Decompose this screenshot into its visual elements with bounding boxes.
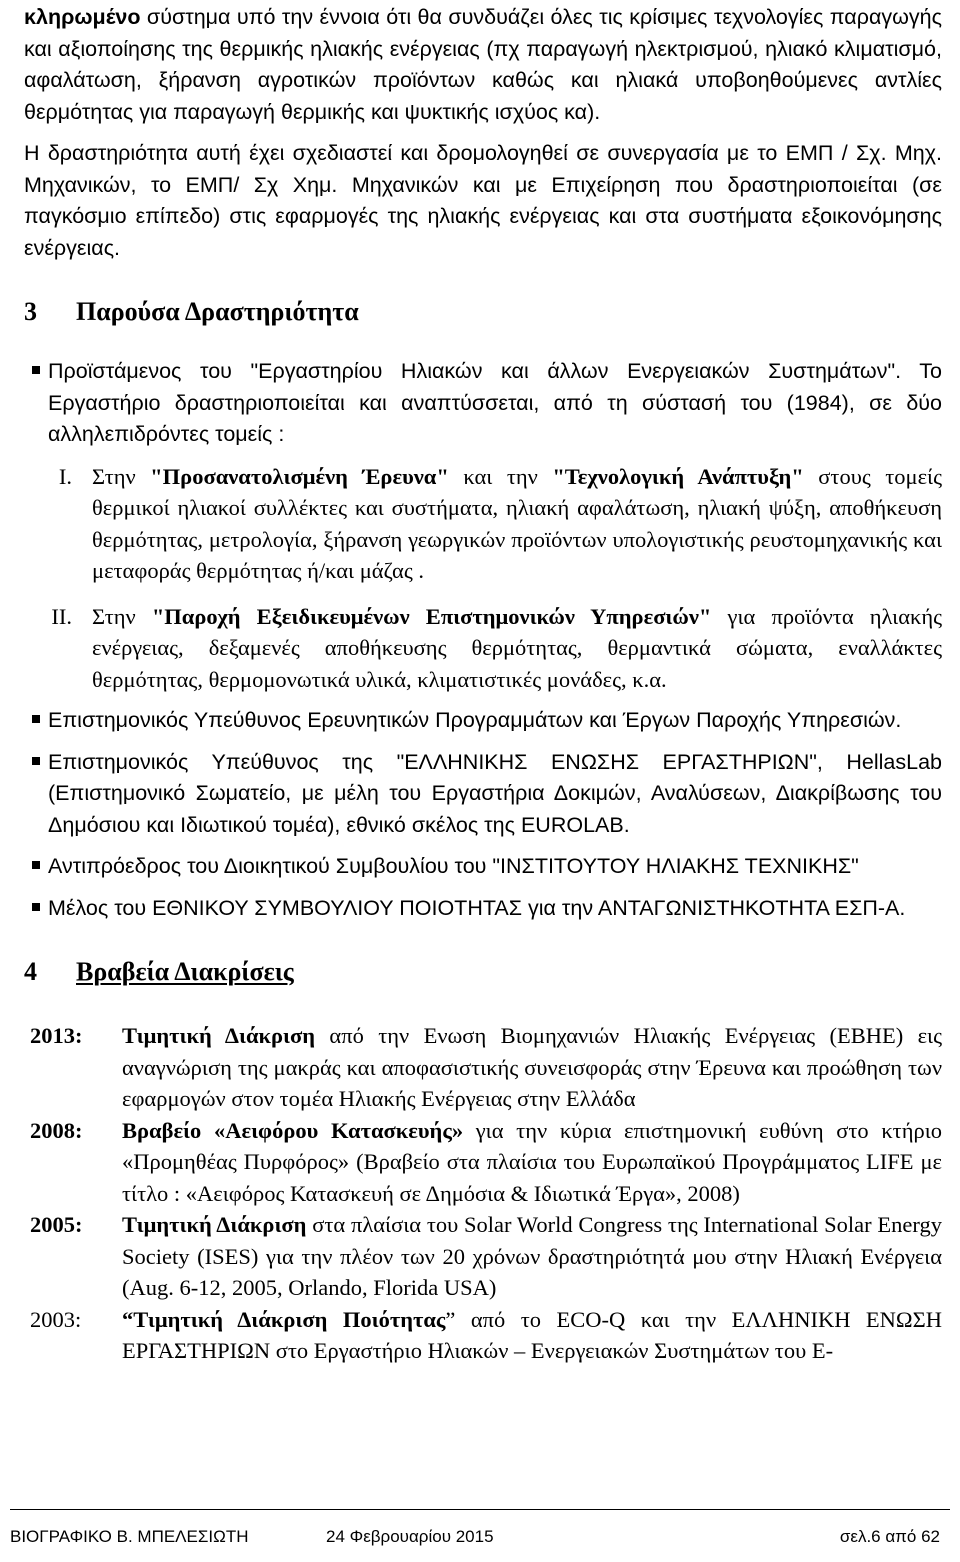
section-3-bullet-list (24, 356, 942, 451)
bullet-item-lab-head (24, 356, 942, 451)
bullet-text: Μέλος του ΕΘΝΙΚΟΥ ΣΥΜΒΟΥΛΙΟΥ ΠΟΙΟΤΗΤΑΣ για την ΑΝΤΑΓΩΝΙΣΤΗΚΟΤΗΤΑ ΕΣΠ-Α. (48, 895, 906, 920)
footer-date: 24 Φεβρουαρίου 2015 (326, 1527, 494, 1546)
page-footer (10, 1509, 950, 1562)
bullet-item-hellaslab (24, 747, 942, 842)
footer-document-title: ΒΙΟΓΡΑΦΙΚΟ Β. ΜΠΕΛΕΣΙΩΤΗ (10, 1527, 249, 1546)
roman-text-mid: και την (448, 463, 553, 489)
section-4-number: 4 (24, 957, 37, 986)
square-bullet-icon (32, 861, 40, 869)
award-text (122, 1209, 942, 1304)
footer-page-number: σελ.6 από 62 (839, 1527, 940, 1546)
intro-paragraph-2: Η δραστηριότητα αυτή έχει σχεδιαστεί και δρομολογηθεί σε συνεργασία με το ΕΜΠ / Σχ. Μηχ. Μηχανικών, το ΕΜΠ/ Σχ Χημ. Μηχανικών και με Επιχείρηση που δραστηριοποιείται (σε παγκόσμιο επίπεδο) στις εφαρμογές της ηλιακής ενέργειας και στα συστήματα εξοικονόμησης ενέργειας. (24, 141, 942, 260)
award-entry-2003 (24, 1304, 942, 1367)
bullet-text: Επιστημονικός Υπεύθυνος Ερευνητικών Προγραμμάτων και Έργων Παροχής Υπηρεσιών. (48, 708, 902, 732)
roman-text-post: για προϊόντα ηλιακής ενέργειας, δεξαμενές αποθήκευσης θερμότητας, θερμαντικά σώματα, εναλλάκτες θερμότητας, θερμομονωτικά υλικά, κλιματιστικές μονάδες, κ.α. (92, 603, 943, 692)
roman-list (24, 461, 942, 696)
section-3-number: 3 (24, 297, 37, 326)
award-entry-2013 (24, 1020, 942, 1115)
award-title: Βραβείο «Αειφόρου Κατασκευής» (122, 1117, 464, 1143)
award-entry-2008 (24, 1115, 942, 1210)
award-text (122, 1304, 942, 1367)
award-title: Τιμητική Διάκριση Ποιότητας (133, 1306, 446, 1332)
intro-text (24, 0, 942, 264)
section-3-bullet-list-continued (24, 705, 942, 924)
intro-paragraph-1-text: σύστημα υπό την έννοια ότι θα συνδυάζει όλες τις κρίσιμες τεχνολογίες παραγωγής και αξιοποίησης της θερμικής ηλιακής ενέργειας (πχ παραγωγή ηλεκτρισμού, ηλιακό κλιματισμό, αφαλάτωση, ξήρανση αγροτικών προϊόντων καθώς και ηλιακά υποβοηθούμενες αντλίες θερμότητας για παραγωγή θερμικής και ψυκτικής ισχύος κα). (24, 5, 942, 124)
square-bullet-icon (32, 366, 40, 374)
section-4-title: Βραβεία Διακρίσεις (76, 957, 294, 986)
roman-text-bold: "Προσανατολισμένη Έρευνα" (150, 463, 449, 489)
award-year: 2013: (30, 1023, 83, 1048)
award-title: Τιμητική Διάκριση (122, 1212, 307, 1237)
award-year: 2005: (30, 1212, 83, 1237)
bullet-text: Προϊστάμενος του "Εργαστηρίου Ηλιακών και άλλων Ενεργειακών Συστημάτων". Το Εργαστήριο δραστηριοποιείται και αναπτύσσεται, από τη σύστασή του (1984), σε δύο αλληλεπιδρόντες τομείς : (48, 359, 942, 446)
award-year: 2008: (30, 1117, 83, 1143)
square-bullet-icon (32, 903, 40, 911)
square-bullet-icon (32, 715, 40, 723)
square-bullet-icon (32, 757, 40, 765)
roman-numeral: II. (51, 603, 72, 629)
roman-text-bold: "Παροχή Εξειδικευμένων Επιστημονικών Υπηρεσιών" (151, 603, 712, 629)
roman-numeral: I. (58, 463, 72, 489)
bullet-item-scientific-lead (24, 705, 942, 737)
award-description: για την κύρια επιστημονική ευθύνη στο κτήριο «Προμηθέας Πυρφόρος» (Βραβείο στα πλαίσια του Ευρωπαϊκού Προγράμματος LIFE με τίτλο : «Αειφόρος Κατασκευή σε Δημόσια & Ιδιωτικά Έργα», 2008) (122, 1117, 942, 1206)
roman-item-text (92, 461, 942, 587)
bullet-item-quality-council (24, 893, 942, 925)
bullet-item-vice-president (24, 851, 942, 883)
roman-text-pre: Στην (92, 463, 151, 489)
roman-item-text (92, 601, 942, 696)
roman-text-post: στους τομείς θερμικοί ηλιακοί συλλέκτες και συστήματα, ηλιακή αφαλάτωση, ηλιακή ψύξη, αποθήκευση θερμότητας, μετρολογία, ξήρανση γεωργικών προϊόντων υπολογιστικής ρευστομηχανικής και μεταφοράς θερμότητας ή/και μάζας . (92, 463, 943, 583)
roman-item-1 (24, 461, 942, 587)
award-entry-2005 (24, 1209, 942, 1304)
section-3-title: Παρούσα Δραστηριότητα (76, 297, 359, 326)
award-text-pre: “ (122, 1306, 134, 1332)
award-description: ” από το ECO-Q και την ΕΛΛΗΝΙΚΗ ΕΝΩΣΗ ΕΡΓΑΣΤΗΡΙΩΝ στο Εργαστήριο Ηλιακών – Ενεργειακών Συστημάτων του Ε- (122, 1306, 942, 1363)
bullet-text: Αντιπρόεδρος του Διοικητικού Συμβουλίου του "ΙΝΣΤΙΤΟΥΤΟΥ ΗΛΙΑΚΗΣ ΤΕΧΝΙΚΗΣ" (48, 854, 859, 878)
section-3-heading (24, 296, 942, 328)
roman-item-2 (24, 601, 942, 696)
bullet-text: Επιστημονικός Υπεύθυνος της "ΕΛΛΗΝΙΚΗΣ ΕΝΩΣΗΣ ΕΡΓΑΣΤΗΡΙΩΝ", HellasLab (Επιστημονικό Σωματείο, με μέλη του Εργαστήρια Δοκιμών, Αναλύσεων, Διακρίβωσης του Δημόσιου και Ιδιωτικού τομέα), εθνικό σκέλος της EUROLAB. (48, 749, 942, 837)
award-text (122, 1115, 942, 1210)
intro-bold-word: κληρωμένο (24, 5, 141, 29)
section-4-heading (24, 956, 942, 988)
award-description: στα πλαίσια του Solar World Congress της International Solar Energy Society (ISES) για την πλέον των 20 χρόνων δραστηριότητά μου στην Ηλιακή Ενέργεια (Aug. 6-12, 2005, Orlando, Florida USA) (122, 1212, 942, 1300)
award-year: 2003: (30, 1306, 82, 1332)
award-title: Τιμητική Διάκριση (122, 1023, 316, 1048)
intro-paragraph-1 (24, 2, 942, 128)
award-description: από την Ενωση Βιομηχανιών Ηλιακής Ενέργειας (ΕΒΗΕ) εις αναγνώριση της μακράς και αποφασιστικής συνεισφοράς στην Έρευνα και προώθηση των εφαρμογών στον τομέα Ηλιακής Ενέργειας στην Ελλάδα (122, 1023, 942, 1111)
award-text (122, 1020, 942, 1115)
roman-text-bold-2: "Τεχνολογική Ανάπτυξη" (552, 463, 804, 489)
awards-list (24, 1020, 942, 1367)
roman-text-pre: Στην (92, 603, 152, 629)
